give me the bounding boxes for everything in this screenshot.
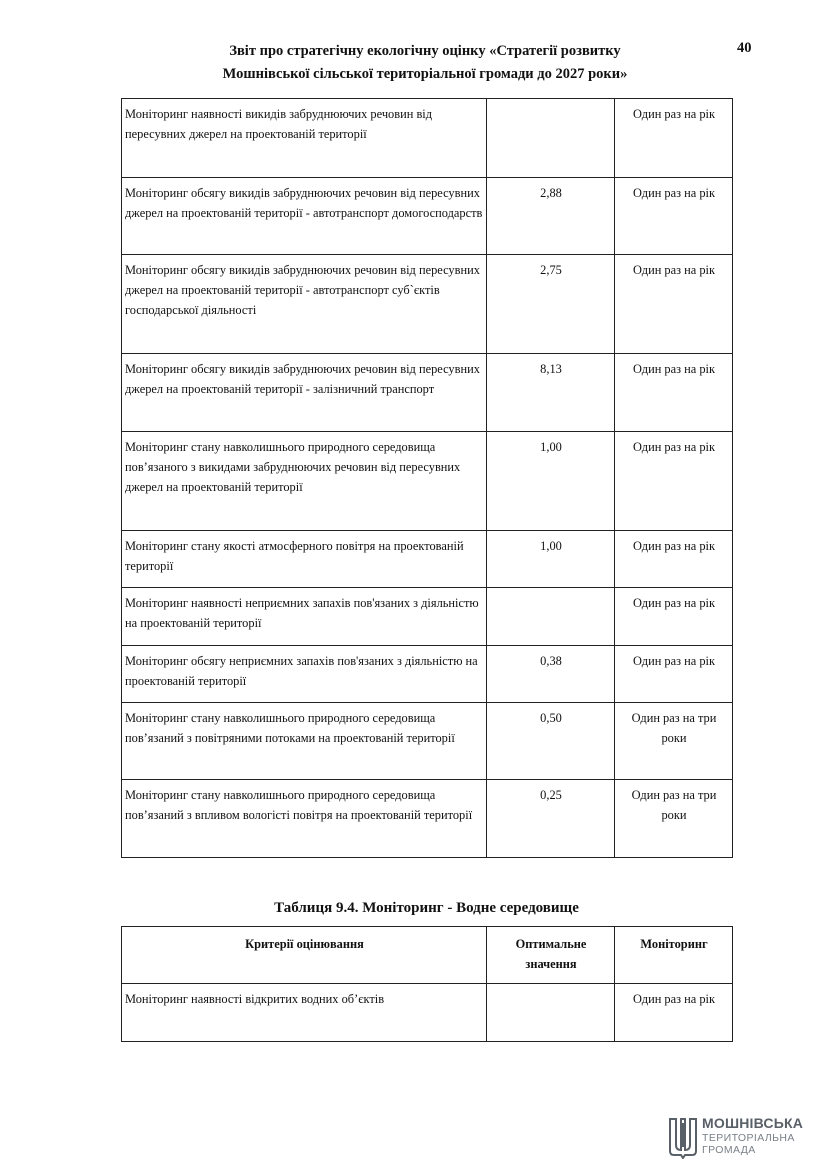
table-row <box>122 984 733 1042</box>
table-row <box>122 780 733 858</box>
criterion-cell: Моніторинг стану навколишнього природного середовища пов’язаний з повітряними потоками на проектованій території <box>122 703 487 780</box>
table-row <box>122 703 733 780</box>
table-row <box>122 99 733 178</box>
criterion-cell: Моніторинг наявності відкритих водних об’єктів <box>122 984 487 1042</box>
monitoring-cell: Один раз на рік <box>615 178 733 255</box>
table-row <box>122 588 733 646</box>
header-line-1: Звіт про стратегічну екологічну оцінку «Стратегії розвитку <box>229 43 621 59</box>
value-cell: 1,00 <box>487 531 615 588</box>
table-row <box>122 354 733 432</box>
monitoring-cell: Один раз на три роки <box>615 780 733 858</box>
trident-icon <box>668 1117 698 1159</box>
monitoring-cell: Один раз на рік <box>615 432 733 531</box>
table-row <box>122 432 733 531</box>
monitoring-cell: Один раз на рік <box>615 255 733 354</box>
report-header <box>120 40 730 86</box>
table-header-row <box>122 927 733 984</box>
value-cell: 1,00 <box>487 432 615 531</box>
criterion-cell: Моніторинг обсягу викидів забруднюючих речовин від пересувних джерел на проектованій території - автотранспорт домогосподарств <box>122 178 487 255</box>
logo-subtitle-2: ГРОМАДА <box>702 1144 756 1156</box>
community-logo <box>668 1114 818 1160</box>
value-cell: 0,25 <box>487 780 615 858</box>
table-row <box>122 255 733 354</box>
criterion-cell: Моніторинг наявності неприємних запахів пов'язаних з діяльністю на проектованій території <box>122 588 487 646</box>
monitoring-cell: Один раз на рік <box>615 646 733 703</box>
value-cell <box>487 588 615 646</box>
criterion-cell: Моніторинг обсягу неприємних запахів пов'язаних з діяльністю на проектованій території <box>122 646 487 703</box>
value-cell: 0,50 <box>487 703 615 780</box>
monitoring-cell: Один раз на рік <box>615 99 733 178</box>
criterion-cell: Моніторинг наявності викидів забруднюючих речовин від пересувних джерел на проектованій території <box>122 99 487 178</box>
table-row <box>122 531 733 588</box>
column-header-monitoring: Моніторинг <box>615 927 733 984</box>
monitoring-cell: Один раз на рік <box>615 984 733 1042</box>
table-row <box>122 178 733 255</box>
monitoring-cell: Один раз на три роки <box>615 703 733 780</box>
page-number: 40 <box>737 40 752 56</box>
criterion-cell: Моніторинг обсягу викидів забруднюючих речовин від пересувних джерел на проектованій території - автотранспорт суб`єктів господарської діяльності <box>122 255 487 354</box>
criterion-cell: Моніторинг стану навколишнього природного середовища пов’язаний з впливом вологісті повітря на проектованій території <box>122 780 487 858</box>
criterion-cell: Моніторинг стану навколишнього природного середовища пов’язаного з викидами забруднюючих речовин від пересувних джерел на проектованій території <box>122 432 487 531</box>
value-cell <box>487 99 615 178</box>
logo-subtitle-1: ТЕРИТОРІАЛЬНА <box>702 1132 795 1144</box>
header-line-2: Мошнівської сільської територіальної громади до 2027 роки» <box>222 66 628 82</box>
criterion-cell: Моніторинг стану якості атмосферного повітря на проектованій території <box>122 531 487 588</box>
monitoring-cell: Один раз на рік <box>615 531 733 588</box>
column-header-optimal: Оптимальне значення <box>487 927 615 984</box>
monitoring-cell: Один раз на рік <box>615 588 733 646</box>
value-cell: 2,75 <box>487 255 615 354</box>
value-cell: 0,38 <box>487 646 615 703</box>
table-title: Таблиця 9.4. Моніторинг - Водне середовище <box>274 900 579 916</box>
logo-title: МОШНІВСЬКА <box>702 1115 804 1131</box>
value-cell: 2,88 <box>487 178 615 255</box>
value-cell <box>487 984 615 1042</box>
value-cell: 8,13 <box>487 354 615 432</box>
column-header-criteria: Критерії оцінювання <box>122 927 487 984</box>
water-monitoring-table <box>121 926 733 1042</box>
monitoring-cell: Один раз на рік <box>615 354 733 432</box>
table-row <box>122 646 733 703</box>
criterion-cell: Моніторинг обсягу викидів забруднюючих речовин від пересувних джерел на проектованій території - залізничний транспорт <box>122 354 487 432</box>
air-monitoring-table <box>121 98 733 858</box>
